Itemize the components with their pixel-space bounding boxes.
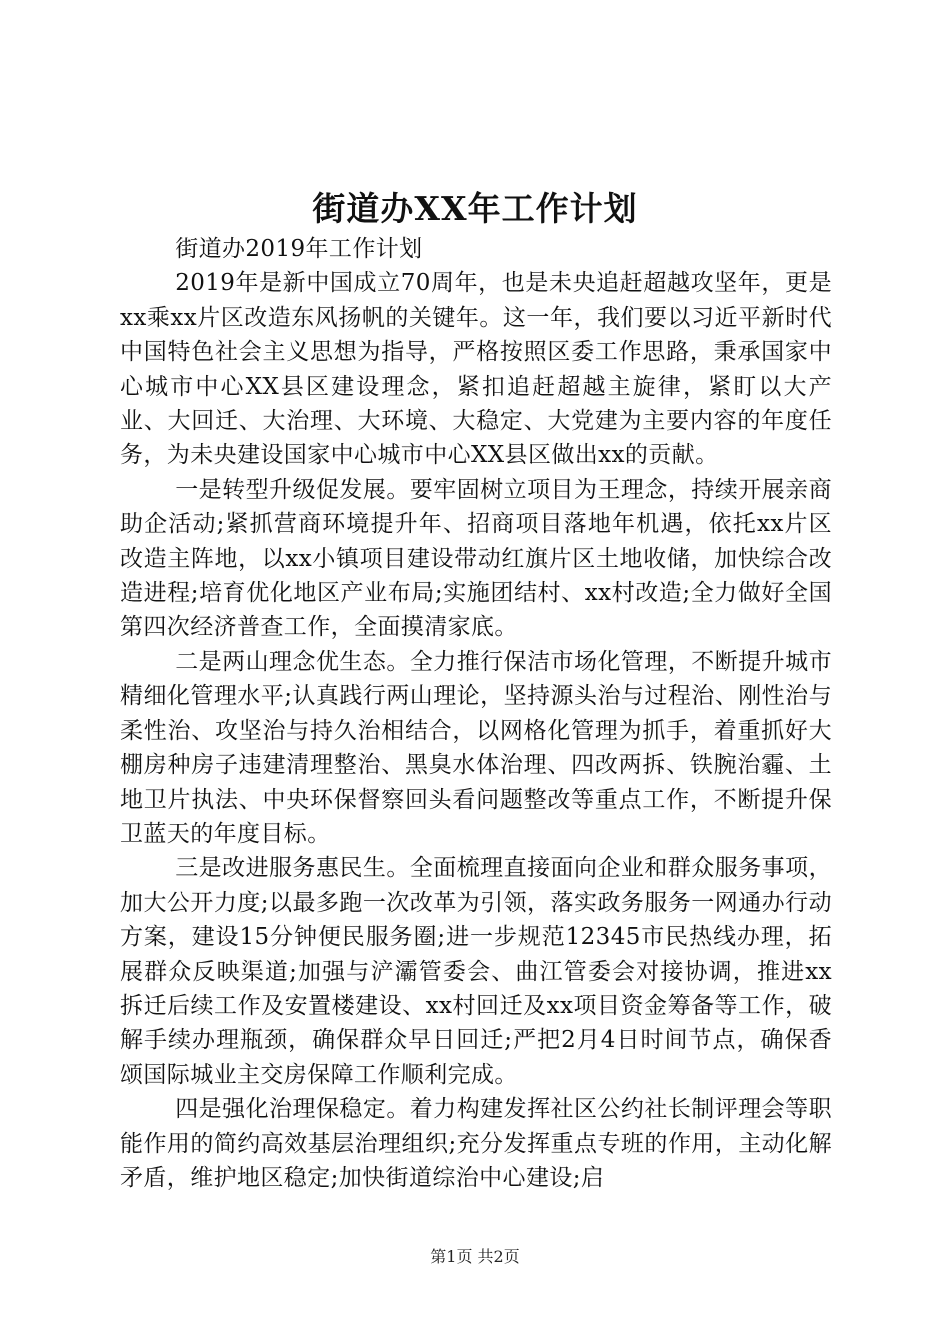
document-body [120,232,832,1195]
paragraph-development: 一是转型升级促发展。要牢固树立项目为王理念，持续开展亲商助企活动;紧抓营商环境提升年、招商项目落地年机遇，依托xx片区改造主阵地，以xx小镇项目建设带动红旗片区土地收储，加快综合改造进程;培育优化地区产业布局;实施团结村、xx村改造;全力做好全国第四次经济普查工作，全面摸清家底。 [120,476,832,641]
document-title: 街道办XX年工作计划 [312,189,638,228]
paragraph-livelihood: 三是改进服务惠民生。全面梳理直接面向企业和群众服务事项，加大公开力度;以最多跑一次改革为引领，落实政务服务一网通办行动方案，建设15分钟便民服务圈;进一步规范12345市民热线办理，拓展群众反映渠道;加强与浐灞管委会、曲江管委会对接协调，推进xx拆迁后续工作及安置楼建设、xx村回迁及xx项目资金筹备等工作，破解手续办理瓶颈，确保群众早日回迁;严把2月4日时间节点，确保香颂国际城业主交房保障工作顺利完成。 [120,855,832,1088]
subtitle-paragraph: 街道办2019年工作计划 [175,236,423,262]
page-number-footer: 第1页 共2页 [430,1247,520,1266]
paragraph-ecology: 二是两山理念优生态。全力推行保洁市场化管理，不断提升城市精细化管理水平;认真践行两山理论，坚持源头治与过程治、刚性治与柔性治、攻坚治与持久治相结合，以网格化管理为抓手，着重抓好大棚房种房子违建清理整治、黑臭水体治理、四改两拆、铁腕治霾、土地卫片执法、中央环保督察回头看问题整改等重点工作，不断提升保卫蓝天的年度目标。 [120,648,832,847]
paragraph-stability: 四是强化治理保稳定。着力构建发挥社区公约社长制评理会等职能作用的简约高效基层治理组织;充分发挥重点专班的作用，主动化解矛盾，维护地区稳定;加快街道综治中心建设;启 [120,1096,832,1191]
intro-paragraph: 2019年是新中国成立70周年，也是未央追赶超越攻坚年，更是xx乘xx片区改造东风扬帆的关键年。这一年，我们要以习近平新时代中国特色社会主义思想为指导，严格按照区委工作思路，秉承国家中心城市中心XX县区建设理念，紧扣追赶超越主旋律，紧盯以大产业、大回迁、大治理、大环境、大稳定、大党建为主要内容的年度任务，为未央建设国家中心城市中心XX县区做出xx的贡献。 [120,270,832,469]
